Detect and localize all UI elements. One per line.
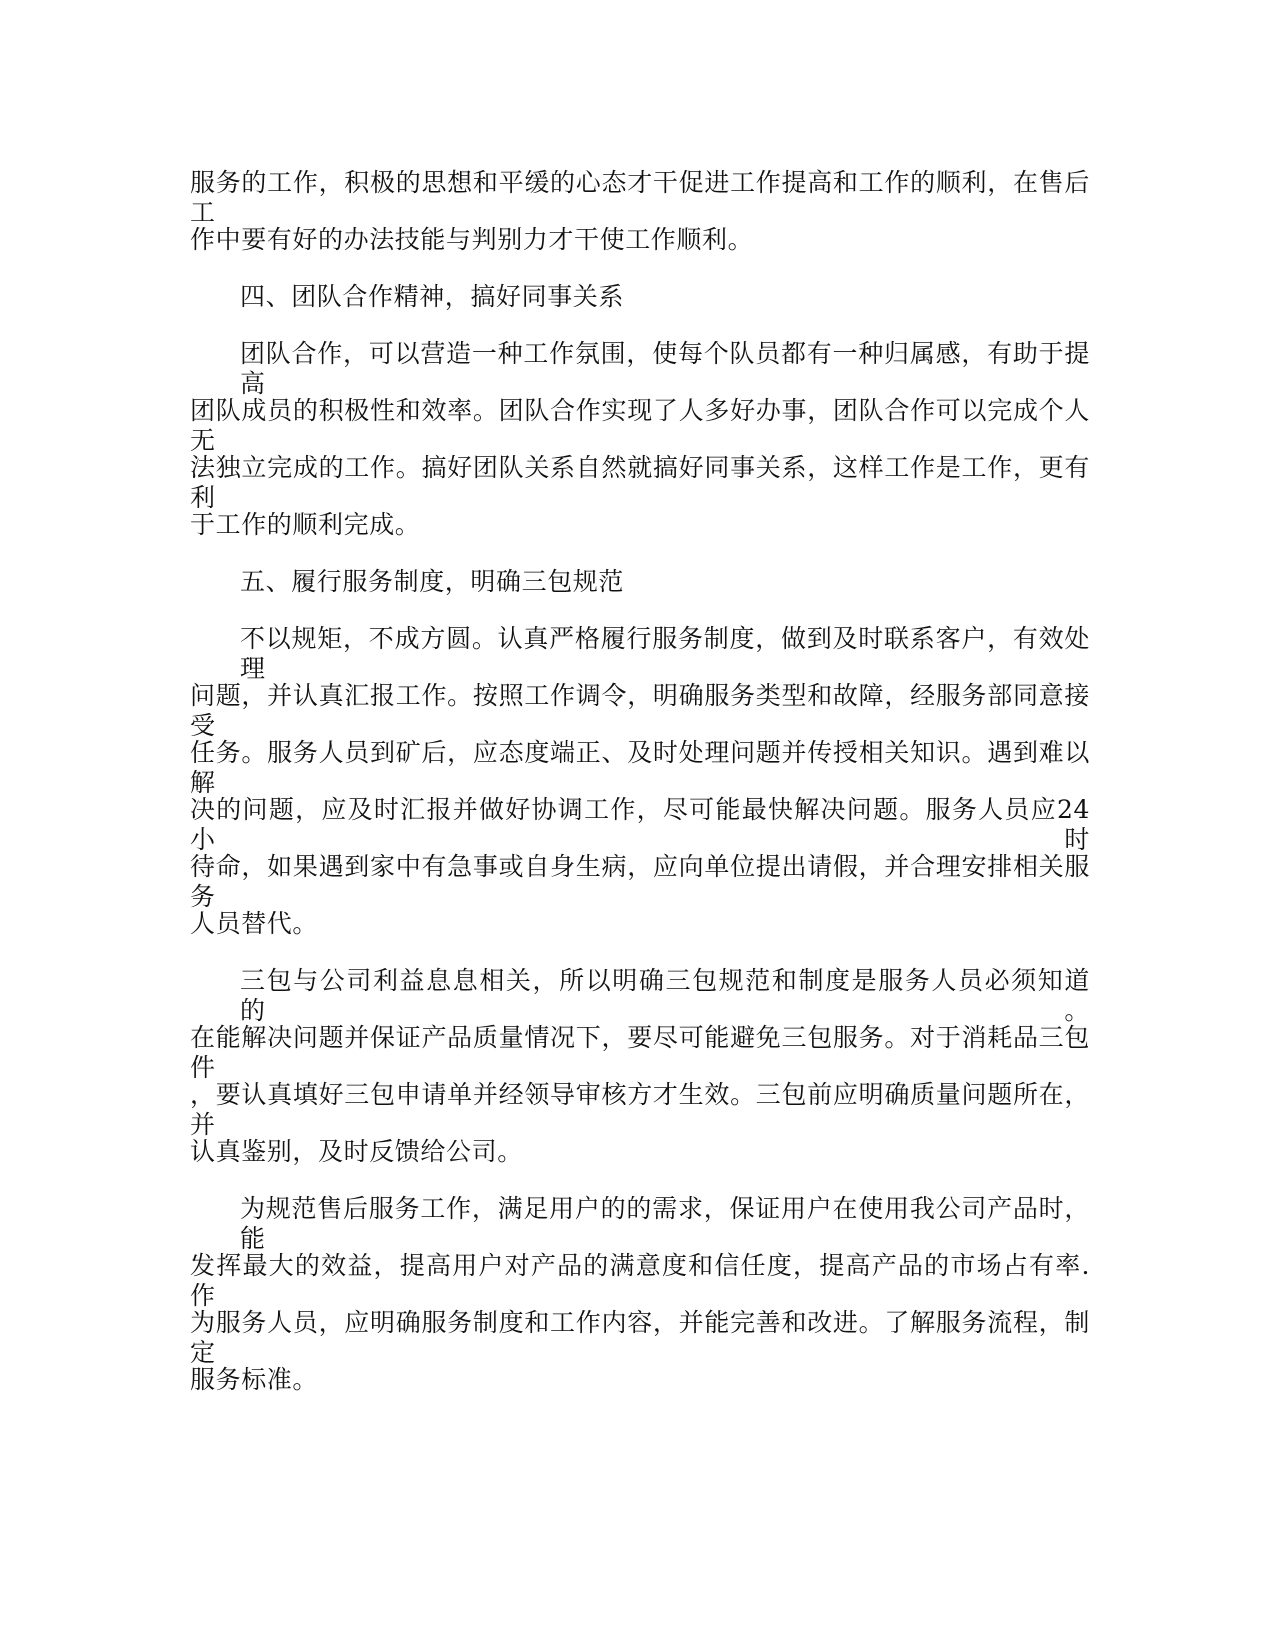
text-line-1: 服务的工作，积极的思想和平缓的心态才干促进工作提高和工作的顺利，在售后工: [190, 168, 1090, 227]
text-line-7: 于工作的顺利完成。: [190, 510, 421, 539]
text-line-21: 为服务人员，应明确服务制度和工作内容，并能完善和改进。了解服务流程，制定: [190, 1308, 1090, 1367]
text-line-9: 不以规矩，不成方圆。认真严格履行服务制度，做到及时联系客户，有效处理: [240, 624, 1090, 683]
text-line-22: 服务标准。: [190, 1365, 319, 1394]
text-line-17: ，要认真填好三包申请单并经领导审核方才生效。三包前应明确质量问题所在，并: [190, 1080, 1090, 1139]
text-line-20: 发挥最大的效益，提高用户对产品的满意度和信任度，提高产品的市场占有率.作: [190, 1251, 1090, 1310]
text-line-13: 待命，如果遇到家中有急事或自身生病，应向单位提出请假，并合理安排相关服务: [190, 852, 1090, 911]
text-line-19: 为规范售后服务工作，满足用户的的需求，保证用户在使用我公司产品时，能: [240, 1194, 1090, 1253]
text-line-10: 问题，并认真汇报工作。按照工作调令，明确服务类型和故障，经服务部同意接受: [190, 681, 1090, 740]
text-line-5: 团队成员的积极性和效率。团队合作实现了人多好办事，团队合作可以完成个人无: [190, 396, 1090, 455]
text-line-16: 在能解决问题并保证产品质量情况下，要尽可能避免三包服务。对于消耗品三包件: [190, 1023, 1090, 1082]
text-line-15: 三包与公司利益息息相关，所以明确三包规范和制度是服务人员必须知道的。: [240, 966, 1090, 1025]
text-line-11: 任务。服务人员到矿后，应态度端正、及时处理问题并传授相关知识。遇到难以解: [190, 738, 1090, 797]
text-line-14: 人员替代。: [190, 909, 319, 938]
section-heading-5: 五、履行服务制度，明确三包规范: [240, 567, 625, 596]
section-heading-4: 四、团队合作精神，搞好同事关系: [240, 282, 625, 311]
text-line-18: 认真鉴别，及时反馈给公司。: [190, 1137, 523, 1166]
text-line-4: 团队合作，可以营造一种工作氛围，使每个队员都有一种归属感，有助于提高: [240, 339, 1090, 398]
text-line-2: 作中要有好的办法技能与判别力才干使工作顺利。: [190, 225, 754, 254]
text-line-12: 决的问题，应及时汇报并做好协调工作，尽可能最快解决问题。服务人员应24小时: [190, 795, 1090, 854]
text-line-6: 法独立完成的工作。搞好团队关系自然就搞好同事关系，这样工作是工作，更有利: [190, 453, 1090, 512]
